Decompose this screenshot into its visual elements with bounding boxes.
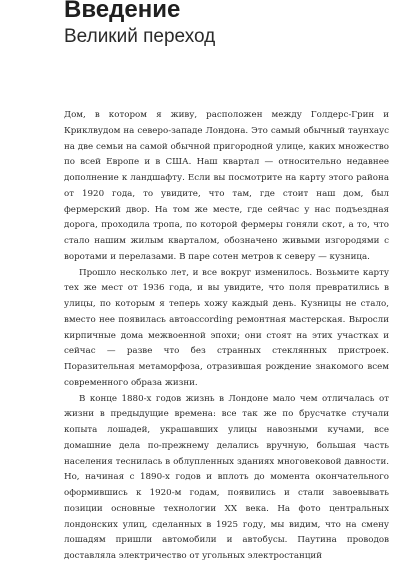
chapter-title: Введение <box>64 0 181 23</box>
paragraph: Прошло несколько лет, и все вокруг изменилось. Возьмите карту тех же мест от 1936 года, и вы увидите, что поля превратились в улицы, по которым я теперь хожу каждый день. Кузницы не стало, вместо нее появилась автоaccording ремонтная мастерская. Выросли кирпичные дома межвоенной эпохи; они стоят на этих участках и сейчас — разве что без странных стеклянных пристроек. Поразительная метаморфоза, отразившая рождение знакомого всем современного образа жизни. <box>64 267 389 388</box>
paragraph: В конце 1880-х годов жизнь в Лондоне мало чем отличалась от жизни в предыдущие времена: все так же по брусчатке стучали копыта лошадей, украшавших улицы навозными кучами, все домашние дела по-прежнему делались вручную, большая часть населения теснилась в облупленных зданиях многовековой давности. Но, начиная с 1890-х годов и вплоть до момента окончательного оформившись к 1920-м годам, появились и стали завоевывать позиции основные технологии XX века. На фото центральных лондонских улиц, сделанных в 1925 году, мы видим, что на смену лошадям пришли автомобили и автобусы. Паутина проводов доставляла электричество от угольных электростанций <box>64 393 389 561</box>
chapter-subtitle: Великий переход <box>64 26 216 47</box>
paragraph: Дом, в котором я живу, расположен между Голдерс-Грин и Криклвудом на северо-западе Лондона. Это самый обычный таунхаус на две семьи на самой обычной пригородной улице, каких множество по всей Европе и в США. Наш квартал — относительно недавнее дополнение к ландшафту. Если вы посмотрите на карту этого района от 1920 года, то увидите, что там, где стоит наш дом, был фермерский двор. На том же месте, где сейчас у нас подъездная дорога, проходила тропа, по которой фермеры гоняли скот, а то, что стало нашим жилым кварталом, обозначено живыми изгородями с воротами и перелазами. В паре сотен метров к северу — кузница. <box>64 110 389 262</box>
body-text <box>64 108 389 565</box>
